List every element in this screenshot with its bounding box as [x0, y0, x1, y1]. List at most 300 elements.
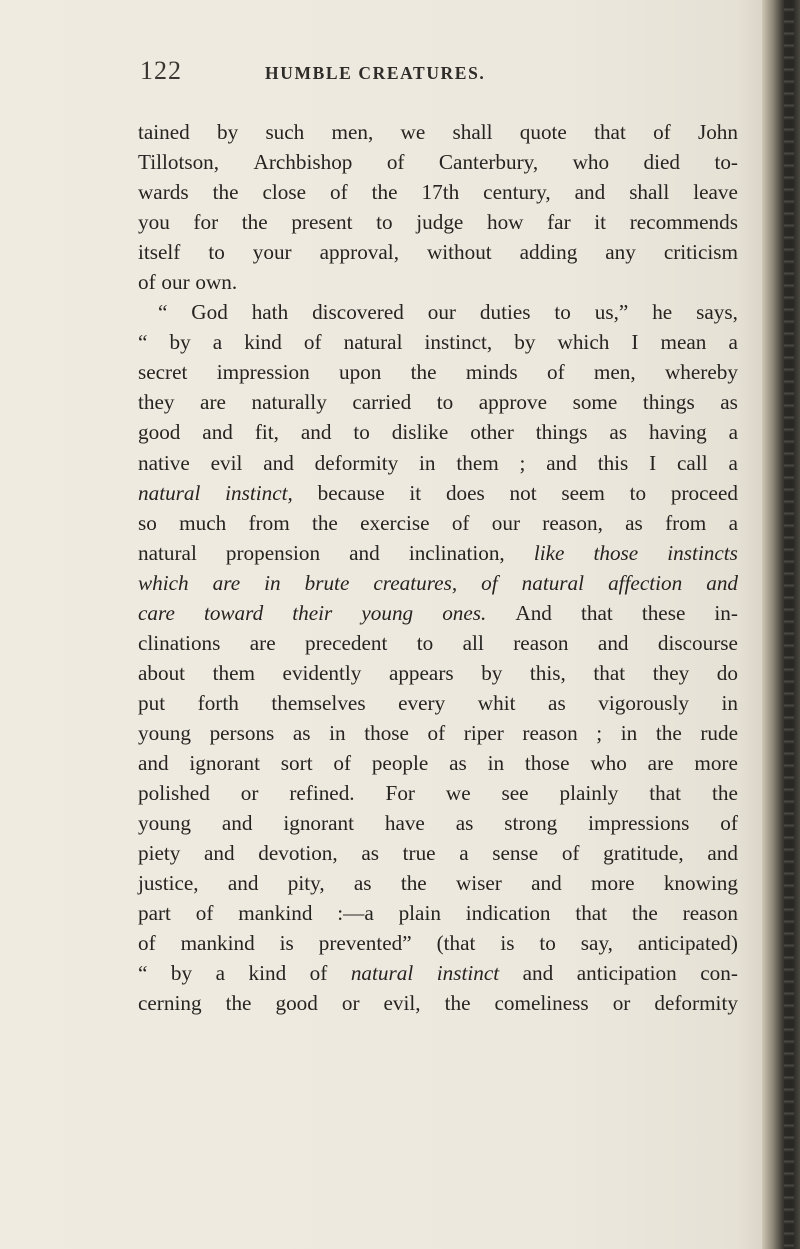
word: I: [649, 450, 657, 475]
word: to: [208, 240, 225, 265]
word: shall: [629, 180, 670, 205]
word: Canterbury,: [438, 150, 539, 175]
word: of: [481, 570, 498, 595]
word: much: [179, 510, 227, 535]
word: their: [292, 600, 333, 625]
word: mean: [660, 330, 707, 355]
word: this: [597, 450, 629, 475]
text-line: [138, 207, 738, 237]
word: those: [364, 720, 409, 745]
word: a: [215, 961, 225, 986]
word: of: [451, 510, 470, 535]
word: God: [191, 300, 228, 325]
word: century,: [483, 180, 551, 205]
word: by: [514, 330, 536, 355]
word: of: [720, 811, 738, 836]
text-line: [138, 387, 738, 417]
word: as: [625, 510, 643, 535]
word: comeliness: [494, 991, 589, 1016]
word: our: [427, 300, 456, 325]
word: of: [333, 750, 352, 775]
word: all: [462, 630, 484, 655]
word: reason: [682, 901, 738, 926]
word: the: [400, 871, 427, 896]
word: sense: [492, 841, 539, 866]
word: toward: [203, 600, 264, 625]
word: seem: [561, 480, 605, 505]
word: does: [445, 480, 485, 505]
word: see: [501, 781, 529, 806]
word: John: [697, 120, 738, 144]
word: justice,: [138, 871, 199, 896]
word: our: [161, 270, 190, 295]
word: by: [217, 120, 239, 144]
word: native: [138, 450, 190, 475]
word: a: [728, 420, 738, 445]
word: cerning: [138, 991, 202, 1016]
word: in: [264, 570, 281, 595]
word: to: [416, 630, 434, 655]
text-line: [138, 538, 738, 568]
word: pity,: [287, 871, 325, 896]
word: propension: [225, 540, 321, 565]
word: a: [459, 841, 469, 866]
word: minds: [465, 360, 518, 385]
word: care: [138, 600, 175, 625]
word: young: [138, 720, 191, 745]
text-line: [138, 778, 738, 808]
word: of: [195, 901, 214, 926]
word: themselves: [271, 690, 366, 715]
word: secret: [138, 360, 188, 385]
word: is: [500, 931, 515, 956]
word: duties: [479, 300, 531, 325]
word: the: [444, 991, 471, 1016]
word: any: [605, 240, 636, 265]
word: as: [609, 420, 628, 445]
word: For: [385, 781, 415, 806]
word: young: [361, 600, 414, 625]
word: present: [291, 210, 353, 235]
word: and: [300, 420, 332, 445]
word: criticism: [663, 240, 738, 265]
word: as: [455, 811, 474, 836]
book-binding-edge: [762, 0, 800, 1249]
word: whit: [477, 690, 516, 715]
word: riper: [463, 720, 504, 745]
word: refined.: [289, 781, 355, 806]
word: shall: [452, 120, 493, 144]
word: the: [241, 210, 268, 235]
word: ignorant: [283, 811, 354, 836]
word: naturally: [251, 390, 327, 415]
word: having: [649, 420, 707, 445]
word: “: [138, 330, 148, 355]
word: instinct,: [225, 480, 293, 505]
word: them: [456, 450, 499, 475]
word: and: [522, 961, 554, 986]
word: of: [546, 360, 565, 385]
word: them: [212, 660, 255, 685]
word: we: [445, 781, 471, 806]
word: in: [721, 690, 738, 715]
word: rude: [700, 720, 738, 745]
word: leave: [693, 180, 738, 205]
word: tained: [138, 120, 190, 144]
word: instinct,: [424, 330, 493, 355]
text-line: [138, 748, 738, 778]
word: to: [436, 390, 454, 415]
word: fit,: [254, 420, 279, 445]
word: natural: [350, 961, 414, 986]
word: of: [427, 720, 446, 745]
word: as: [292, 720, 311, 745]
text-line: [138, 147, 738, 177]
word: approval,: [319, 240, 399, 265]
word: and: [221, 811, 253, 836]
word: who: [590, 750, 627, 775]
word: that: [575, 901, 608, 926]
word: by: [481, 660, 503, 685]
word: to: [376, 210, 393, 235]
word: are: [647, 750, 674, 775]
text-line: [138, 988, 738, 1018]
text-line: [138, 267, 738, 297]
word: those: [524, 750, 570, 775]
word: adding: [519, 240, 578, 265]
word: your: [252, 240, 292, 265]
word: like: [533, 540, 565, 565]
text-line: [138, 417, 738, 447]
word: says,: [696, 300, 738, 325]
word: plainly: [559, 781, 619, 806]
word: are: [212, 570, 241, 595]
word: as: [548, 690, 566, 715]
word: discourse: [657, 630, 738, 655]
word: natural: [343, 330, 403, 355]
word: sort: [280, 750, 313, 775]
page-number: 122: [140, 56, 182, 85]
word: to-: [714, 150, 738, 175]
word: and: [227, 871, 259, 896]
text-line: [138, 718, 738, 748]
word: persons: [209, 720, 275, 745]
word: the: [655, 720, 682, 745]
word: this,: [529, 660, 566, 685]
word: in: [620, 720, 638, 745]
text-line: [138, 568, 738, 598]
word: he: [652, 300, 673, 325]
word: more: [591, 871, 635, 896]
word: appears: [388, 660, 454, 685]
word: every: [398, 690, 446, 715]
word: of: [653, 120, 671, 144]
word: died: [643, 150, 681, 175]
word: evil,: [383, 991, 421, 1016]
word: for: [193, 210, 219, 235]
word: say,: [580, 931, 613, 956]
text-line: [138, 688, 738, 718]
word: natural: [138, 540, 197, 565]
word: who: [572, 150, 610, 175]
word: wiser: [455, 871, 502, 896]
word: ;: [519, 450, 526, 475]
word: a: [728, 450, 738, 475]
word: in: [419, 450, 436, 475]
word: men,: [593, 360, 636, 385]
text-line: [138, 297, 738, 327]
word: are: [200, 390, 226, 415]
word: whereby: [665, 360, 738, 385]
text-line: [138, 628, 738, 658]
word: prevented”: [318, 931, 412, 956]
word: to: [539, 931, 556, 956]
word: evidently: [282, 660, 362, 685]
text-line: [138, 658, 738, 688]
word: our: [491, 510, 520, 535]
word: the: [371, 180, 398, 205]
word: natural: [521, 570, 585, 595]
word: impression: [216, 360, 310, 385]
word: such: [265, 120, 305, 144]
word: and: [202, 420, 233, 445]
word: own.: [195, 270, 238, 295]
word: these: [641, 600, 686, 625]
word: and: [597, 630, 629, 655]
word: by: [170, 961, 193, 986]
word: the: [712, 781, 738, 806]
word: as: [361, 841, 379, 866]
word: it: [594, 210, 607, 235]
word: in-: [714, 600, 738, 625]
word: which: [138, 570, 189, 595]
word: young: [138, 811, 191, 836]
word: of: [386, 150, 405, 175]
word: polished: [138, 781, 210, 806]
word: precedent: [305, 630, 388, 655]
word: creatures,: [373, 570, 458, 595]
word: strong: [504, 811, 558, 836]
word: more: [694, 750, 738, 775]
word: and: [574, 180, 606, 205]
text-line: [138, 237, 738, 267]
word: and: [204, 841, 235, 866]
word: of: [309, 961, 328, 986]
word: kind: [248, 961, 287, 986]
word: do: [716, 660, 738, 685]
word: plain: [398, 901, 441, 926]
word: call: [677, 450, 708, 475]
text-line: [138, 838, 738, 868]
word: and: [531, 871, 562, 896]
word: are: [249, 630, 276, 655]
word: indication: [465, 901, 551, 926]
word: the: [311, 510, 338, 535]
word: and: [138, 750, 169, 775]
word: about: [138, 660, 186, 685]
word: brute: [304, 570, 350, 595]
word: 17th: [421, 180, 460, 205]
word: without: [426, 240, 492, 265]
word: to: [629, 480, 647, 505]
word: not: [509, 480, 537, 505]
word: or: [341, 991, 360, 1016]
word: and: [546, 450, 577, 475]
word: and: [349, 540, 380, 565]
word: Tillotson,: [138, 150, 220, 175]
running-head: HUMBLE CREATURES.: [265, 63, 486, 83]
word: a: [728, 510, 738, 535]
word: inclination,: [408, 540, 505, 565]
word: “: [138, 961, 148, 986]
word: impressions: [588, 811, 690, 836]
word: other: [470, 420, 514, 445]
word: because: [317, 480, 385, 505]
word: itself: [138, 240, 181, 265]
word: they: [138, 390, 175, 415]
word: a: [728, 330, 738, 355]
word: good: [275, 991, 318, 1016]
text-line: [138, 898, 738, 928]
word: forth: [197, 690, 239, 715]
word: clinations: [138, 630, 221, 655]
text-line: [138, 177, 738, 207]
word: put: [138, 690, 166, 715]
word: mankind: [180, 931, 255, 956]
word: I: [631, 330, 639, 355]
word: And: [515, 600, 552, 625]
word: close: [262, 180, 307, 205]
word: from: [248, 510, 290, 535]
word: piety: [138, 841, 181, 866]
word: or: [612, 991, 631, 1016]
word: exercise: [360, 510, 430, 535]
word: and: [707, 841, 738, 866]
word: judge: [416, 210, 464, 235]
word: ones.: [442, 600, 487, 625]
word: of: [303, 330, 322, 355]
word: the: [410, 360, 437, 385]
word: affection: [608, 570, 683, 595]
word: anticipated): [637, 931, 738, 956]
word: people: [371, 750, 429, 775]
word: how: [486, 210, 524, 235]
word: instinct: [436, 961, 500, 986]
word: ;: [596, 720, 603, 745]
word: reason,: [542, 510, 603, 535]
word: a: [212, 330, 223, 355]
word: the: [212, 180, 239, 205]
word: us,”: [594, 300, 629, 325]
word: some: [572, 390, 618, 415]
word: things: [535, 420, 588, 445]
text-line: [138, 448, 738, 478]
text-line: [138, 327, 738, 357]
word: which: [557, 330, 610, 355]
text-line: [138, 117, 738, 147]
word: dislike: [391, 420, 449, 445]
text-line: [138, 808, 738, 838]
text-line: [138, 598, 738, 628]
word: (that: [436, 931, 476, 956]
word: recommends: [629, 210, 738, 235]
word: reason: [522, 720, 578, 745]
word: anticipation: [576, 961, 677, 986]
word: proceed: [670, 480, 738, 505]
word: or: [240, 781, 259, 806]
word: deformity: [654, 991, 738, 1016]
word: is: [279, 931, 294, 956]
book-binding-stitching: [784, 0, 794, 1249]
word: good: [138, 420, 181, 445]
word: discovered: [312, 300, 404, 325]
word: from: [665, 510, 707, 535]
word: as: [720, 390, 738, 415]
word: that: [593, 660, 626, 685]
word: to: [554, 300, 571, 325]
word: they: [652, 660, 690, 685]
word: devotion,: [258, 841, 338, 866]
word: as: [449, 750, 467, 775]
word: that: [594, 120, 626, 144]
word: upon: [339, 360, 382, 385]
text-line: [138, 928, 738, 958]
word: carried: [352, 390, 412, 415]
word: by: [169, 330, 191, 355]
text-line: [138, 508, 738, 538]
word: Archbishop: [253, 150, 353, 175]
word: things: [642, 390, 695, 415]
word: vigorously: [598, 690, 689, 715]
word: you: [138, 210, 170, 235]
word: we: [400, 120, 426, 144]
word: have: [384, 811, 425, 836]
word: as: [353, 871, 372, 896]
text-line: [138, 357, 738, 387]
word: :—a: [337, 901, 374, 926]
word: far: [547, 210, 571, 235]
text-line: [138, 478, 738, 508]
word: the: [225, 991, 252, 1016]
word: true: [402, 841, 436, 866]
word: in: [487, 750, 505, 775]
word: ignorant: [189, 750, 260, 775]
word: kind: [244, 330, 282, 355]
word: hath: [251, 300, 289, 325]
body-text: [138, 117, 738, 1018]
word: in: [329, 720, 346, 745]
word: so: [138, 510, 157, 535]
word: of: [561, 841, 580, 866]
word: and: [706, 570, 738, 595]
word: mankind: [238, 901, 313, 926]
word: gratitude,: [603, 841, 684, 866]
word: to: [353, 420, 370, 445]
word: quote: [519, 120, 567, 144]
word: and: [263, 450, 294, 475]
word: instincts: [667, 540, 738, 565]
word: wards: [138, 180, 189, 205]
word: con-: [700, 961, 738, 986]
word: the: [631, 901, 658, 926]
word: of: [138, 270, 156, 295]
word: natural: [138, 480, 201, 505]
word: part: [138, 901, 171, 926]
word: it: [409, 480, 422, 505]
word: those: [593, 540, 639, 565]
word: knowing: [663, 871, 738, 896]
word: men,: [331, 120, 374, 144]
